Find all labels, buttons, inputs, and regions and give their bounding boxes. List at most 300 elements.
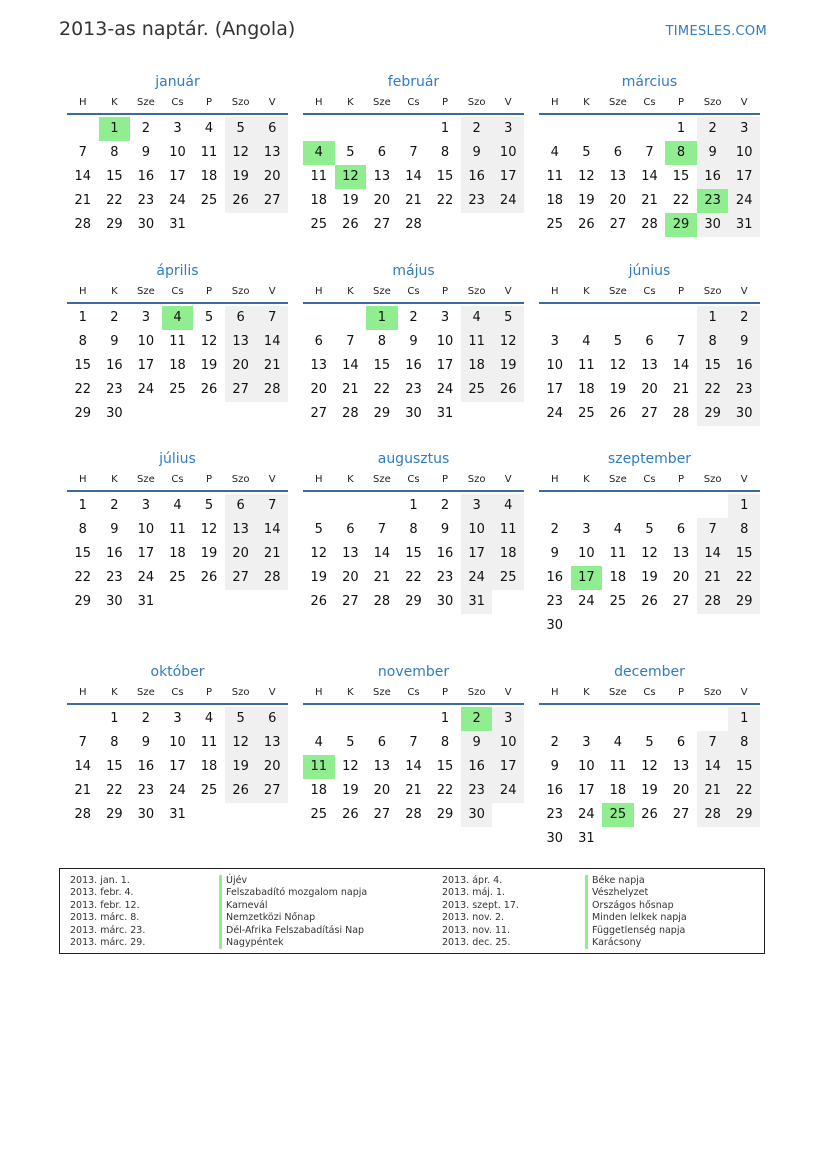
day-cell: 28 [256,378,288,402]
day-cell: 11 [492,518,524,542]
day-cell: 23 [106,570,123,585]
empty-cell [335,494,367,518]
day-cell: 6 [225,306,257,330]
weekday-label: H [551,97,559,108]
day-cell: 20 [225,542,257,566]
empty-cell [539,494,571,518]
day-cell: 14 [405,759,422,774]
day-cell: 23 [405,382,422,397]
day-cell: 14 [405,169,422,184]
day-cell: 29 [106,217,123,232]
empty-cell [67,117,99,141]
month-block [67,661,288,827]
day-cell: 13 [373,759,391,774]
day-cell: 24 [546,406,564,421]
weekday-label: V [740,97,748,108]
day-cell: 11 [169,522,186,537]
day-cell: 18 [546,193,564,208]
weekday-label: V [504,97,512,108]
day-cell: 26 [225,779,257,803]
weekday-label: P [442,97,449,108]
day-cell: 9 [461,141,493,165]
day-cell: 28 [405,807,422,822]
empty-cell [665,494,697,518]
weekday-header [539,470,760,492]
day-cell: 26 [200,382,218,397]
day-cell: 20 [310,382,328,397]
weekday-label: Szo [703,687,722,698]
day-cell: 4 [173,498,182,513]
day-cell: 24 [578,594,595,609]
day-cell: 25 [200,193,218,208]
day-cell: 27 [672,594,690,609]
day-cell: 10 [137,522,155,537]
day-cell: 25 [169,382,186,397]
day-cell: 20 [672,570,690,585]
weekday-label: Cs [171,97,184,108]
day-cell: 13 [256,731,288,755]
day-cell: 13 [373,169,391,184]
day-cell: 24 [169,783,186,798]
day-cell: 27 [672,807,690,822]
weekday-label: V [268,97,276,108]
day-cell: 8 [377,334,387,349]
day-cell: 16 [697,165,729,189]
day-cell: 9 [461,731,493,755]
day-cell: 10 [578,546,595,561]
day-cell: 19 [225,165,257,189]
day-cell: 15 [672,169,690,184]
month-block [67,71,288,237]
weekday-label: Sze [137,474,155,485]
empty-cell [634,117,666,141]
day-cell: 25 [578,406,595,421]
weekday-label: Sze [137,97,155,108]
day-cell: 11 [461,330,493,354]
day-cell: 2 [550,522,559,537]
empty-cell [697,494,729,518]
weekday-label: H [79,474,87,485]
day-cell: 8 [110,145,119,160]
month-block [303,71,524,237]
day-cell: 23 [546,594,564,609]
weekday-label: V [268,474,276,485]
day-cell: 27 [342,594,359,609]
day-cell: 13 [342,546,359,561]
day-cell: 9 [409,334,418,349]
day-cell: 21 [342,382,359,397]
day-cell: 19 [310,570,328,585]
day-cell: 2 [409,310,418,325]
day-cell: 15 [436,169,454,184]
weekday-label: P [206,97,213,108]
day-cell: 5 [204,310,214,325]
day-cell: 8 [440,145,450,160]
day-cell: 16 [106,546,123,561]
day-cell: 12 [342,759,359,774]
day-cell: 30 [137,217,155,232]
holiday-day-cell: 2 [461,707,493,731]
weekday-label: Cs [407,474,420,485]
holiday-dates-right [442,875,519,949]
day-cell: 13 [672,546,690,561]
day-cell: 3 [461,494,493,518]
day-cell: 31 [436,406,454,421]
day-cell: 19 [641,570,658,585]
empty-cell [539,117,571,141]
day-grid [67,117,288,237]
weekday-label: V [504,474,512,485]
weekday-label: H [79,286,87,297]
day-cell: 27 [641,406,658,421]
month-block [539,448,760,638]
day-cell: 16 [405,358,422,373]
weekday-label: P [678,97,685,108]
day-cell: 5 [346,145,355,160]
day-cell: 26 [641,594,658,609]
day-cell: 14 [74,759,92,774]
day-cell: 15 [436,759,454,774]
day-cell: 6 [314,334,323,349]
day-cell: 12 [609,358,627,373]
day-cell: 27 [310,406,328,421]
day-cell: 17 [492,165,524,189]
empty-cell [571,117,603,141]
weekday-label: Sze [609,687,627,698]
page-title: 2013-as naptár. (Angola) [59,18,296,40]
day-cell: 22 [106,783,123,798]
day-cell: 25 [461,378,493,402]
day-cell: 30 [546,831,564,846]
day-cell: 15 [697,354,729,378]
holiday-date: 2013. ápr. 4. [442,875,503,886]
holiday-name: Országos hősnap [585,900,687,912]
holiday-date: 2013. febr. 4. [70,887,134,899]
day-cell: 25 [546,217,564,232]
day-grid [539,494,760,638]
day-cell: 3 [440,310,450,325]
weekday-label: K [111,687,118,698]
day-cell: 7 [409,145,418,160]
day-cell: 5 [346,735,355,750]
empty-cell [634,494,666,518]
day-cell: 19 [225,755,257,779]
day-cell: 4 [550,145,559,160]
weekday-label: V [740,474,748,485]
holiday-name: Béke napja [585,875,687,887]
day-cell: 28 [641,217,658,232]
day-cell: 23 [461,779,493,803]
day-cell: 9 [141,145,151,160]
day-cell: 19 [200,358,218,373]
day-cell: 20 [609,193,627,208]
empty-cell [602,306,634,330]
day-grid [67,707,288,827]
weekday-header [303,683,524,705]
month-name: július [159,451,196,467]
weekday-label: Szo [231,474,250,485]
day-cell: 6 [256,707,288,731]
weekday-label: K [583,286,590,297]
empty-cell [602,707,634,731]
weekday-label: Szo [467,286,486,297]
day-cell: 23 [436,570,454,585]
day-cell: 4 [461,306,493,330]
day-cell: 16 [546,570,564,585]
day-cell: 13 [225,518,257,542]
day-cell: 5 [225,707,257,731]
empty-cell [571,306,603,330]
weekday-label: P [442,286,449,297]
day-cell: 9 [440,522,450,537]
empty-cell [602,494,634,518]
day-cell: 16 [461,755,493,779]
weekday-label: V [740,687,748,698]
holiday-name: Felszabadító mozgalom napja [219,887,367,899]
day-cell: 3 [141,310,151,325]
day-cell: 20 [373,783,391,798]
day-cell: 31 [169,217,186,232]
day-cell: 8 [697,330,729,354]
month-name: november [377,664,450,680]
day-cell: 17 [436,358,454,373]
month-name: május [392,263,435,279]
weekday-label: Szo [467,687,486,698]
day-cell: 22 [436,783,454,798]
weekday-label: K [583,97,590,108]
day-cell: 30 [106,406,123,421]
day-cell: 27 [225,566,257,590]
empty-cell [335,117,367,141]
day-cell: 13 [310,358,328,373]
day-cell: 31 [137,594,155,609]
day-cell: 26 [609,406,627,421]
day-cell: 21 [74,193,92,208]
day-cell: 6 [645,334,654,349]
weekday-label: P [678,474,685,485]
day-cell: 17 [461,542,493,566]
day-cell: 7 [377,522,387,537]
weekday-label: P [678,286,685,297]
day-cell: 11 [546,169,564,184]
empty-cell [571,494,603,518]
holiday-date: 2013. szept. 17. [442,899,519,911]
day-cell: 12 [641,759,658,774]
weekday-header [303,93,524,115]
holiday-name: Újév [219,875,367,887]
day-cell: 1 [728,494,760,518]
day-cell: 31 [578,831,595,846]
holiday-day-cell: 8 [665,141,697,165]
empty-cell [303,707,335,731]
holiday-day-cell: 4 [162,306,194,330]
day-cell: 7 [409,735,418,750]
day-cell: 16 [137,169,155,184]
day-cell: 18 [492,542,524,566]
day-cell: 3 [550,334,559,349]
weekday-label: H [551,474,559,485]
day-cell: 3 [173,121,182,136]
weekday-label: K [111,97,118,108]
day-cell: 27 [256,779,288,803]
empty-cell [366,117,398,141]
day-cell: 14 [342,358,359,373]
day-cell: 24 [461,566,493,590]
weekday-header [67,470,288,492]
day-cell: 19 [641,783,658,798]
day-cell: 13 [672,759,690,774]
weekday-label: K [111,286,118,297]
day-cell: 4 [492,494,524,518]
day-cell: 22 [728,779,760,803]
day-grid [303,707,524,827]
day-cell: 15 [728,755,760,779]
day-cell: 17 [169,169,186,184]
day-cell: 17 [137,358,155,373]
day-cell: 26 [342,217,359,232]
day-grid [539,707,760,851]
day-cell: 16 [461,165,493,189]
weekday-label: Cs [171,474,184,485]
day-grid [539,306,760,426]
weekday-label: Cs [171,286,184,297]
day-cell: 6 [676,522,686,537]
day-cell: 4 [204,711,214,726]
holiday-date: 2013. márc. 8. [70,912,140,924]
day-cell: 21 [405,193,422,208]
day-cell: 28 [697,590,729,614]
day-cell: 17 [137,546,155,561]
day-cell: 12 [492,330,524,354]
day-cell: 5 [645,735,654,750]
day-cell: 8 [110,735,119,750]
day-cell: 10 [492,141,524,165]
day-cell: 30 [137,807,155,822]
holiday-name: Nagypéntek [219,937,367,949]
day-cell: 2 [110,310,119,325]
weekday-label: P [442,687,449,698]
day-cell: 13 [225,330,257,354]
day-cell: 29 [106,807,123,822]
month-name: április [156,263,199,279]
day-cell: 11 [609,759,627,774]
weekday-label: H [315,97,323,108]
day-cell: 29 [697,402,729,426]
day-cell: 21 [74,783,92,798]
day-cell: 9 [728,330,760,354]
day-cell: 19 [609,382,627,397]
day-cell: 26 [641,807,658,822]
day-cell: 7 [256,306,288,330]
holiday-name: Minden lelkek napja [585,912,687,924]
day-grid [67,494,288,614]
day-cell: 22 [106,193,123,208]
weekday-label: P [206,286,213,297]
day-cell: 4 [613,735,623,750]
day-cell: 12 [200,334,218,349]
day-grid [67,306,288,426]
weekday-label: Cs [171,687,184,698]
month-block [539,71,760,237]
day-cell: 31 [169,807,186,822]
day-cell: 16 [728,354,760,378]
day-cell: 11 [200,735,218,750]
holiday-name: Dél-Afrika Felszabadítási Nap [219,925,367,937]
day-cell: 5 [314,522,323,537]
day-cell: 1 [440,121,450,136]
day-cell: 3 [582,735,591,750]
day-cell: 25 [310,217,328,232]
month-name: szeptember [607,451,692,467]
holiday-date: 2013. máj. 1. [442,887,506,899]
weekday-header [539,282,760,304]
empty-cell [634,707,666,731]
day-cell: 2 [697,117,729,141]
day-cell: 22 [74,382,92,397]
brand-link[interactable]: TIMESLES.COM [665,24,767,39]
day-cell: 24 [137,382,155,397]
empty-cell [571,707,603,731]
day-cell: 8 [78,334,87,349]
day-cell: 5 [204,498,214,513]
holiday-day-cell: 1 [366,306,398,330]
empty-cell [335,707,367,731]
day-cell: 21 [641,193,658,208]
day-cell: 24 [137,570,155,585]
weekday-label: K [583,687,590,698]
day-cell: 30 [106,594,123,609]
day-cell: 6 [225,494,257,518]
day-cell: 1 [110,711,119,726]
holiday-names-left [219,875,367,949]
holiday-dates-left [70,875,145,949]
empty-cell [67,707,99,731]
weekday-label: P [206,474,213,485]
day-cell: 11 [578,358,595,373]
day-cell: 17 [578,783,595,798]
day-cell: 22 [373,382,391,397]
day-cell: 17 [492,755,524,779]
day-cell: 20 [342,570,359,585]
day-cell: 1 [440,711,450,726]
empty-cell [303,306,335,330]
holiday-date: 2013. márc. 29. [70,936,146,948]
day-cell: 2 [141,711,151,726]
day-cell: 22 [405,570,422,585]
day-cell: 25 [169,570,186,585]
day-cell: 29 [74,594,92,609]
day-cell: 10 [461,518,493,542]
day-cell: 21 [256,354,288,378]
day-cell: 21 [697,779,729,803]
day-cell: 9 [550,759,559,774]
day-cell: 3 [492,117,524,141]
day-cell: 30 [546,618,564,633]
weekday-label: V [504,286,512,297]
day-cell: 24 [436,382,454,397]
day-cell: 4 [204,121,214,136]
weekday-label: K [583,474,590,485]
day-cell: 18 [461,354,493,378]
day-cell: 16 [106,358,123,373]
holiday-day-cell: 29 [665,213,697,237]
day-cell: 30 [697,213,729,237]
day-cell: 7 [697,518,729,542]
empty-cell [539,306,571,330]
holiday-date: 2013. nov. 2. [442,912,505,924]
holiday-date: 2013. jan. 1. [70,875,130,886]
day-cell: 3 [173,711,182,726]
